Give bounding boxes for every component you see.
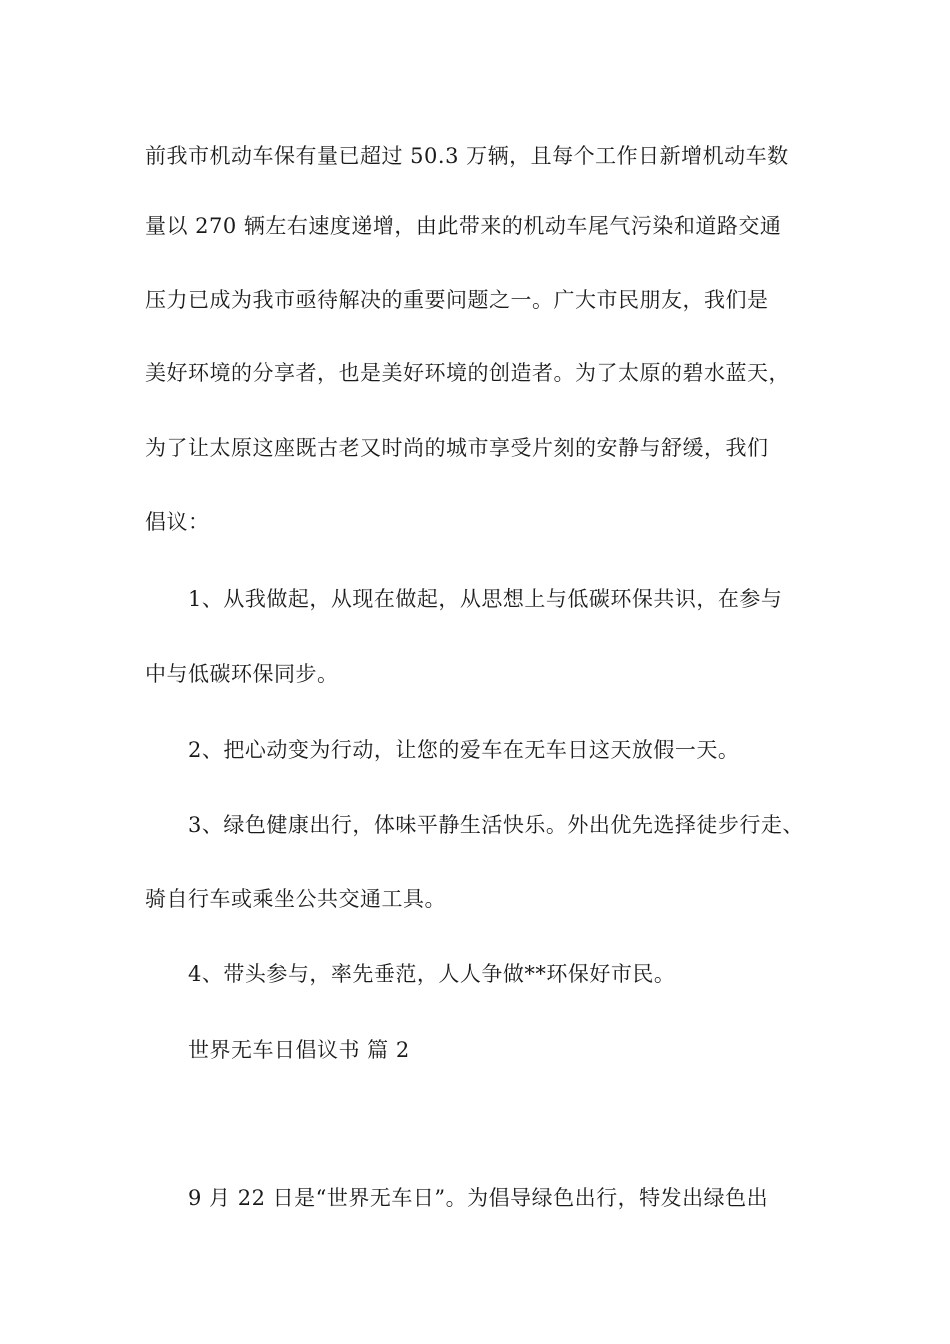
list-item-1-continuation: 中与低碳环保同步。 bbox=[145, 662, 339, 686]
list-item-4: 4、带头参与，率先垂范，人人争做**环保好市民。 bbox=[188, 962, 676, 986]
paragraph-line: 9 月 22 日是“世界无车日”。为倡导绿色出行，特发出绿色出 bbox=[188, 1186, 769, 1210]
list-item-2: 2、把心动变为行动，让您的爱车在无车日这天放假一天。 bbox=[188, 738, 740, 762]
paragraph-line: 美好环境的分享者，也是美好环境的创造者。为了太原的碧水蓝天， bbox=[145, 361, 790, 385]
paragraph-line: 倡议： bbox=[145, 510, 210, 534]
paragraph-line: 量以 270 辆左右速度递增，由此带来的机动车尾气污染和道路交通 bbox=[145, 214, 782, 238]
list-item-1-line: 1、从我做起，从现在做起，从思想上与低碳环保共识，在参与 bbox=[188, 587, 783, 611]
paragraph-line: 为了让太原这座既古老又时尚的城市享受片刻的安静与舒缓，我们 bbox=[145, 436, 769, 460]
section-heading: 世界无车日倡议书 篇 2 bbox=[188, 1038, 410, 1062]
paragraph-line: 前我市机动车保有量已超过 50.3 万辆，且每个工作日新增机动车数 bbox=[145, 144, 789, 168]
list-item-3-line: 3、绿色健康出行，体味平静生活快乐。外出优先选择徒步行走、 bbox=[188, 813, 804, 837]
list-item-3-continuation: 骑自行车或乘坐公共交通工具。 bbox=[145, 887, 446, 911]
paragraph-line: 压力已成为我市亟待解决的重要问题之一。广大市民朋友，我们是 bbox=[145, 288, 769, 312]
